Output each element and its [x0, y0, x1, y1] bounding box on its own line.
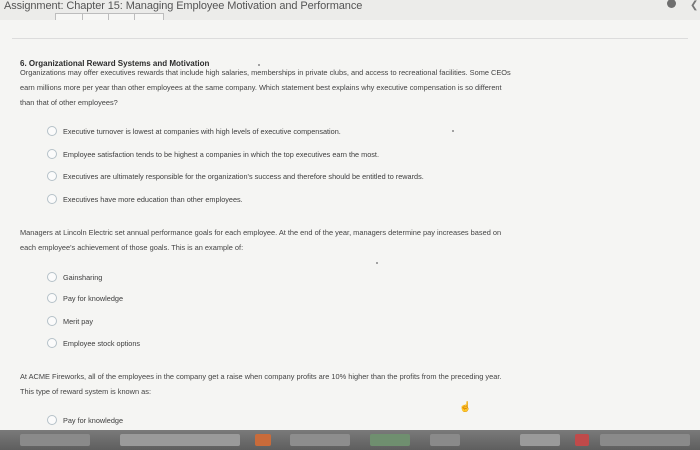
q2-prompt [20, 225, 620, 255]
q1-option-4[interactable] [47, 194, 243, 204]
app-icon[interactable] [370, 434, 410, 446]
option-label: Gainsharing [63, 272, 103, 282]
circle-icon[interactable] [667, 0, 676, 8]
option-label: Employee satisfaction tends to be highest a companies in which the top executives earn the most. [63, 149, 379, 159]
option-label: Executives are ultimately responsible for the organization's success and therefore should be entitled to rewards. [63, 171, 424, 181]
option-label: Merit pay [63, 316, 94, 326]
marker-dot [376, 262, 378, 264]
q2-prompt-line-2: each employee's achievement of those goals. This is an example of: [20, 243, 244, 252]
app-icon[interactable] [575, 434, 589, 446]
q1-prompt-line-1: Organizations may offer executives rewards that include high salaries, memberships in private clubs, and access to recreational facilities. Some CEOs [20, 68, 511, 77]
taskbar-item[interactable] [600, 434, 690, 446]
option-label: Employee stock options [63, 338, 141, 348]
q2-option-3[interactable] [47, 316, 93, 326]
marker-dot [452, 130, 454, 132]
question-heading: 6. Organizational Reward Systems and Motivation [20, 59, 210, 68]
q1-option-3[interactable] [47, 171, 424, 181]
q3-prompt-line-1: At ACME Fireworks, all of the employees in the company get a raise when company profits are 10% higher than the profits from the preceding year. [20, 372, 502, 381]
option-label: Executive turnover is lowest at companies with high levels of executive compensation. [63, 126, 341, 136]
radio-icon[interactable] [47, 338, 57, 348]
q1-option-2[interactable] [47, 149, 379, 159]
option-label: Pay for knowledge [63, 293, 124, 303]
divider [12, 38, 688, 39]
taskbar [0, 430, 700, 450]
hand-cursor-icon: ☝ [459, 402, 472, 413]
q2-option-2[interactable] [47, 293, 123, 303]
radio-icon[interactable] [47, 149, 57, 159]
q1-prompt [20, 65, 620, 110]
radio-icon[interactable] [47, 293, 57, 303]
app-icon[interactable] [255, 434, 271, 446]
option-label: Executives have more education than other employees. [63, 194, 243, 204]
q3-option-1[interactable] [47, 415, 123, 425]
page-title: Assignment: Chapter 15: Managing Employee Motivation and Performance [4, 0, 363, 12]
assignment-sheet [0, 20, 700, 430]
q3-prompt [20, 369, 620, 399]
option-label: Pay for knowledge [63, 415, 124, 425]
radio-icon[interactable] [47, 194, 57, 204]
taskbar-item[interactable] [290, 434, 350, 446]
q3-prompt-line-2: This type of reward system is known as: [20, 387, 152, 396]
q2-option-1[interactable] [47, 272, 102, 282]
window-title-bar [0, 0, 700, 20]
taskbar-item[interactable] [120, 434, 240, 446]
radio-icon[interactable] [47, 316, 57, 326]
q1-option-1[interactable] [47, 126, 341, 136]
taskbar-item[interactable] [20, 434, 90, 446]
chevron-up-icon[interactable]: ❮ [690, 0, 699, 11]
q1-prompt-line-3: than that of other employees? [20, 98, 118, 107]
radio-icon[interactable] [47, 415, 57, 425]
taskbar-item[interactable] [430, 434, 460, 446]
radio-icon[interactable] [47, 126, 57, 136]
q1-prompt-line-2: earn millions more per year than other employees at the same company. Which statement best explains why executive compensation is so different [20, 83, 502, 92]
q2-option-4[interactable] [47, 338, 140, 348]
taskbar-item[interactable] [520, 434, 560, 446]
radio-icon[interactable] [47, 272, 57, 282]
q2-prompt-line-1: Managers at Lincoln Electric set annual performance goals for each employee. At the end of the year, managers determine pay increases based on [20, 228, 502, 237]
radio-icon[interactable] [47, 171, 57, 181]
